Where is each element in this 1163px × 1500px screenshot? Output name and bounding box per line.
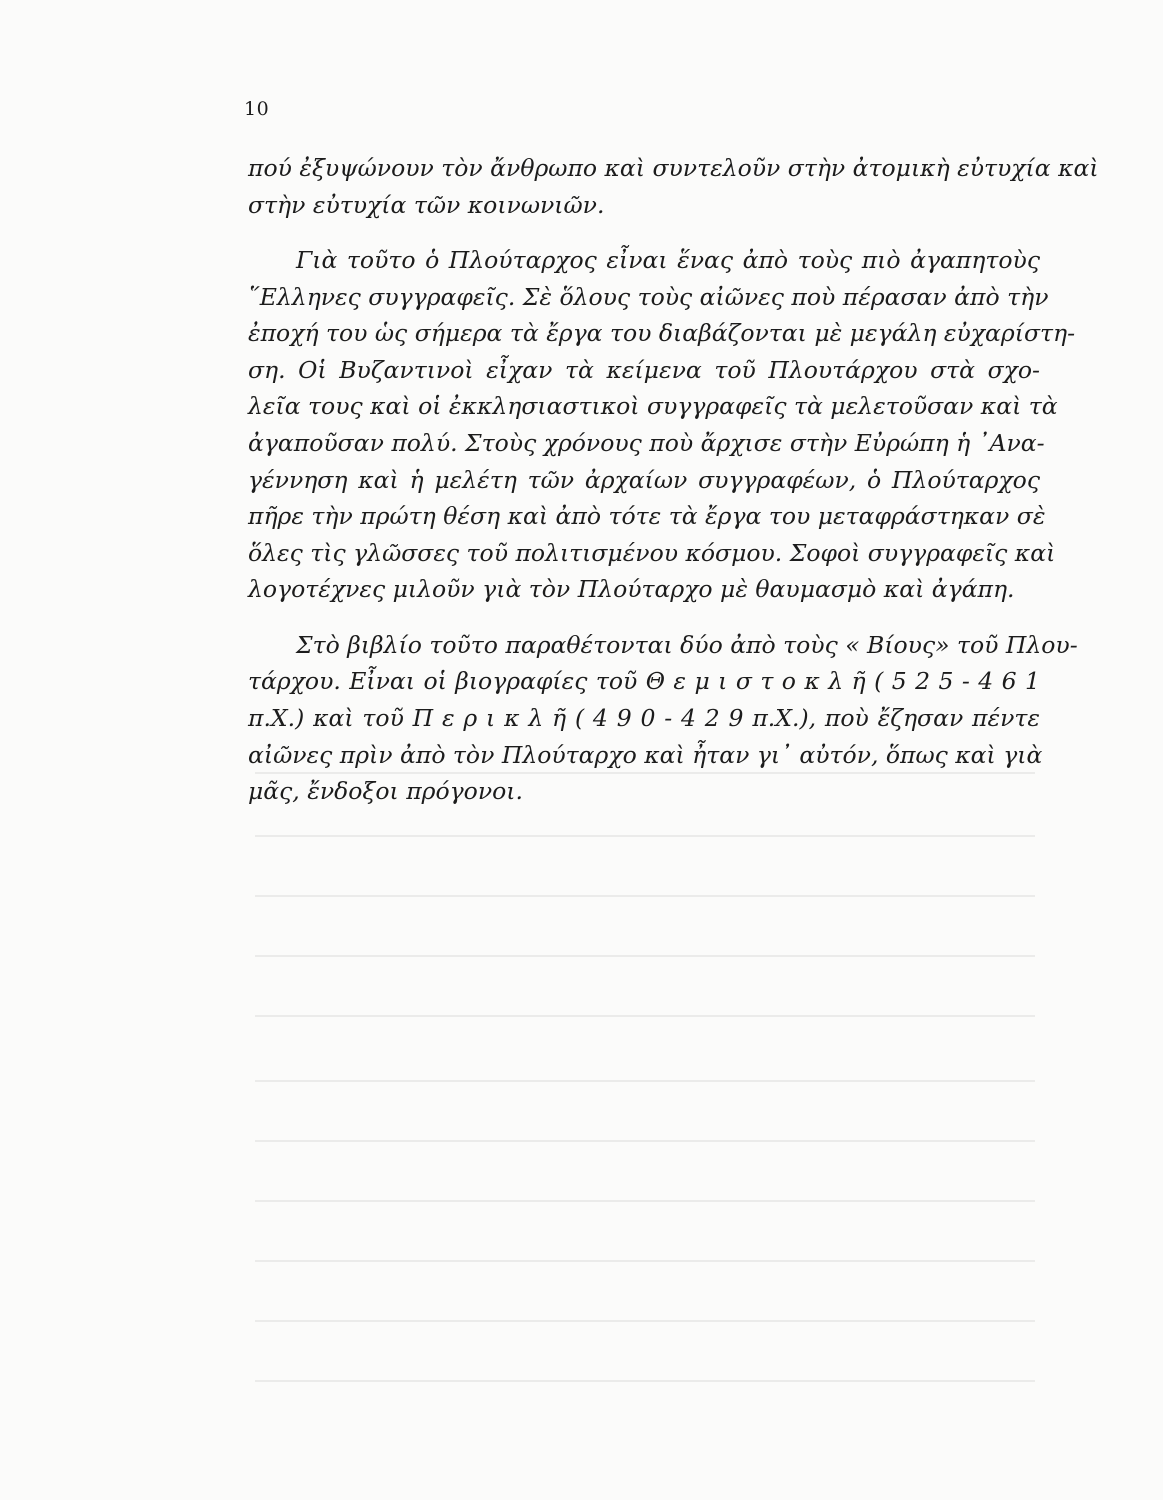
text-line: πῆρε τὴν πρώτη θέση καὶ ἀπὸ τότε τὰ ἔργα του μεταφράστηκαν σὲ	[248, 502, 1046, 530]
text-line: γέννηση καὶ ἡ μελέτη τῶν ἀρχαίων συγγραφέων, ὁ Πλούταρχος	[248, 466, 1040, 494]
text-line: π.Χ.) καὶ τοῦ Π ε ρ ι κ λ ῆ ( 4 9 0 - 4 2 9 π.Χ.), ποὺ ἔζησαν πέντε	[248, 704, 1040, 732]
bleed-through-line	[255, 1380, 1035, 1382]
bleed-through-line	[255, 1260, 1035, 1262]
bleed-through-line	[255, 1320, 1035, 1322]
text-line: λεῖα τους καὶ οἱ ἐκκλησιαστικοὶ συγγραφεῖς τὰ μελετοῦσαν καὶ τὰ	[248, 392, 1058, 420]
bleed-through-line	[255, 955, 1035, 957]
page-number: 10	[244, 98, 270, 120]
text-line: ἀγαποῦσαν πολύ. Στοὺς χρόνους ποὺ ἄρχισε στὴν Εὐρώπη ἡ ᾿Ανα-	[248, 429, 1045, 457]
text-line: μᾶς, ἔνδοξοι πρόγονοι.	[248, 777, 523, 805]
text-line: ῞Ελληνες συγγραφεῖς. Σὲ ὅλους τοὺς αἰῶνες ποὺ πέρασαν ἀπὸ τὴν	[248, 283, 1049, 311]
text-line: στὴν εὐτυχία τῶν κοινωνιῶν.	[248, 191, 605, 219]
text-line: ὅλες τὶς γλῶσσες τοῦ πολιτισμένου κόσμου. Σοφοὶ συγγραφεῖς καὶ	[248, 539, 1056, 567]
text-line: πού ἐξυψώνουν τὸν ἄνθρωπο καὶ συντελοῦν στὴν ἀτομικὴ εὐτυχία καὶ	[248, 154, 1099, 182]
text-line: λογοτέχνες μιλοῦν γιὰ τὸν Πλούταρχο μὲ θαυμασμὸ καὶ ἀγάπη.	[248, 575, 1015, 603]
text-line: ση. Οἱ Βυζαντινοὶ εἶχαν τὰ κείμενα τοῦ Πλουτάρχου στὰ σχο-	[248, 356, 1040, 384]
text-line: Γιὰ τοῦτο ὁ Πλούταρχος εἶναι ἕνας ἀπὸ τοὺς πιὸ ἀγαπητοὺς	[296, 246, 1040, 274]
bleed-through-line	[255, 1140, 1035, 1142]
bleed-through-line	[255, 1015, 1035, 1017]
bleed-through-line	[255, 1080, 1035, 1082]
text-line: Στὸ βιβλίο τοῦτο παραθέτονται δύο ἀπὸ τοὺς « Βίους» τοῦ Πλου-	[296, 631, 1078, 659]
text-line: τάρχου. Εἶναι οἱ βιογραφίες τοῦ Θ ε μ ι σ τ ο κ λ ῆ ( 5 2 5 - 4 6 1	[248, 667, 1040, 695]
bleed-through-line	[255, 772, 1035, 774]
bleed-through-line	[255, 895, 1035, 897]
bleed-through-line	[255, 835, 1035, 837]
bleed-through-line	[255, 1200, 1035, 1202]
text-line: αἰῶνες πρὶν ἀπὸ τὸν Πλούταρχο καὶ ἦταν γι᾿ αὐτόν, ὅπως καὶ γιὰ	[248, 741, 1043, 769]
text-line: ἐποχή του ὡς σήμερα τὰ ἔργα του διαβάζονται μὲ μεγάλη εὐχαρίστη-	[248, 319, 1076, 347]
